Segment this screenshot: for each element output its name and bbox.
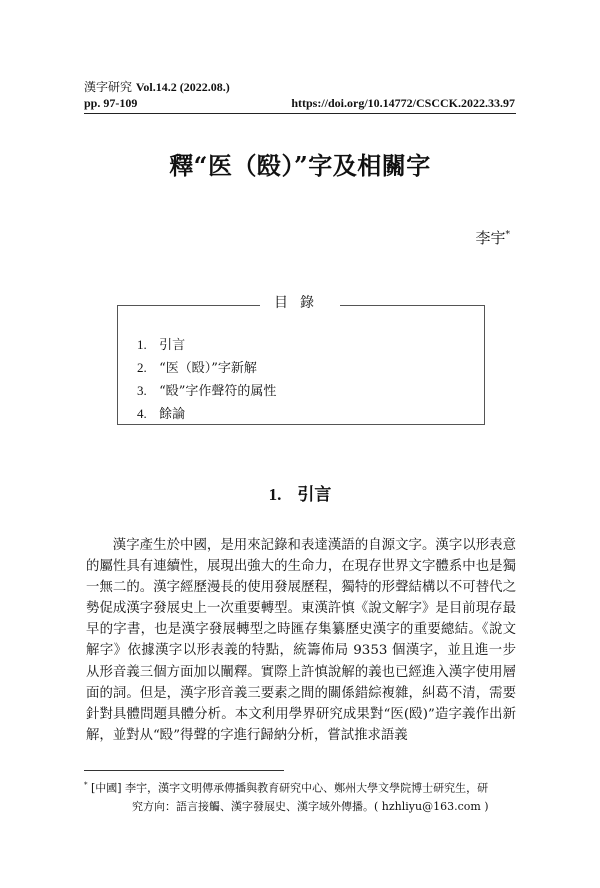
toc-item[interactable]	[137, 403, 276, 426]
toc-item-label: “医（殹）”字新解	[159, 361, 257, 376]
section-title: 引言	[297, 485, 332, 505]
footnote-mark: *	[84, 781, 88, 789]
section-number: 1.	[268, 485, 282, 504]
footnote	[84, 776, 516, 816]
toc-item-number: 1.	[137, 337, 147, 352]
footnote-divider	[84, 770, 284, 771]
footnote-line-2: 究方向：語言接觸、漢字發展史、漢字域外傳播。( hzhliyu@163.com )	[132, 799, 489, 813]
toc-item-label: 餘論	[159, 407, 186, 422]
toc-item-label: “殹”字作聲符的属性	[159, 384, 277, 399]
toc-heading	[0, 292, 600, 312]
header-divider	[84, 113, 516, 114]
page-range: pp. 97-109	[84, 96, 138, 110]
journal-volume: Vol.14.2 (2022.08.)	[135, 80, 230, 94]
article-title: 釋“医（殹）”字及相關字	[169, 151, 431, 180]
toc-item-number: 4.	[137, 406, 147, 421]
toc-item[interactable]	[137, 380, 276, 403]
toc-item[interactable]	[137, 334, 276, 357]
section-heading	[0, 484, 600, 506]
toc-heading-text: 目錄	[260, 295, 340, 311]
toc-item[interactable]	[137, 357, 276, 380]
journal-name	[84, 80, 230, 95]
toc-item-number: 2.	[137, 360, 147, 375]
author-footnote-mark: *	[505, 230, 510, 240]
journal-title: 漢字研究	[84, 80, 133, 94]
body-paragraph: 漢字產生於中國，是用來記錄和表達漢語的自源文字。漢字以形表意的屬性具有連續性，展現出強大的生命力，在現存世界文字體系中也是獨一無二的。漢字經歷漫長的使用發展歷程，獨特的形聲結構以不可替代之勢促成漢字發展史上一次重要轉型。東漢許慎《說文解字》是目前現存最早的字書，也是漢字發展轉型之時匯存集纂歷史漢字的重要總結。《說文解字》依據漢字以形表義的特點，統籌佈局 9353 個漢字，並且進一步从形音義三個方面加以闡釋。實際上許慎說解的義也已經進入漢字使用層面的詞。但是，漢字形音義三要素之間的關係錯綜複雜，糾葛不清，需要針對具體問題具體分析。本文利用學界研究成果對“医(殹)”造字義作出新解，並對从“殹”得聲的字進行歸納分析，嘗試推求語義	[86, 538, 516, 743]
toc-item-number: 3.	[137, 383, 147, 398]
author-name: 李宇	[475, 229, 506, 247]
toc-item-label: 引言	[159, 338, 186, 353]
author	[475, 225, 510, 248]
toc-list	[137, 334, 276, 426]
footnote-line-1: [中國] 李宇，漢字文明傳承傳播與教育研究中心、鄭州大學文學院博士研究生，研	[91, 781, 489, 795]
doi-link[interactable]: https://doi.org/10.14772/CSCCK.2022.33.97	[291, 96, 515, 110]
